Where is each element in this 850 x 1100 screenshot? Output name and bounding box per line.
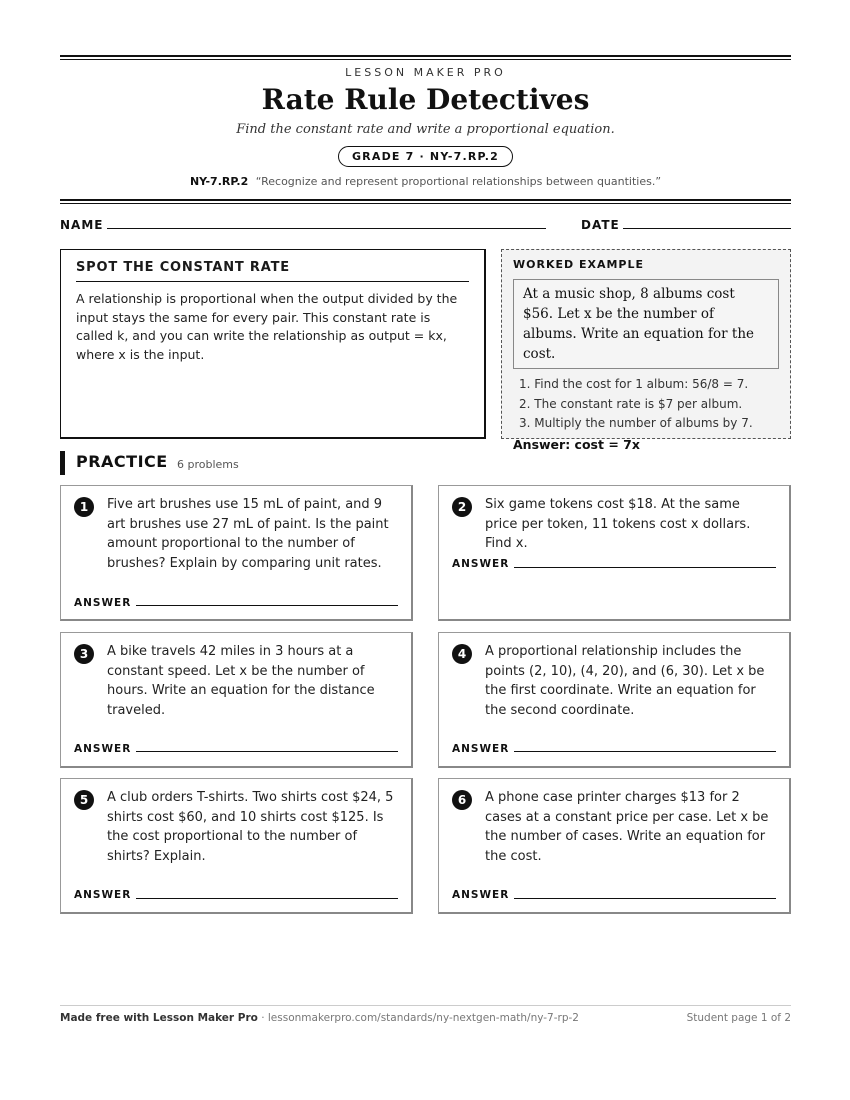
worked-example-heading: WORKED EXAMPLE — [513, 258, 644, 271]
date-field[interactable] — [623, 228, 791, 229]
problem-card-2 — [438, 485, 791, 621]
problem-number-badge: 2 — [452, 497, 472, 517]
problem-card-3 — [60, 632, 413, 768]
worked-example-problem: At a music shop, 8 albums cost $56. Let x be the number of albums. Write an equation for the cost. — [513, 279, 779, 369]
answer-label: ANSWER — [74, 743, 132, 755]
problem-text: A club orders T-shirts. Two shirts cost $24, 5 shirts cost $60, and 10 shirts cost $125. Is the cost proportional to the number of shirts? Explain. — [107, 790, 394, 864]
header-bottom-rule — [60, 199, 791, 204]
problem-card-5 — [60, 778, 413, 914]
answer-label: ANSWER — [452, 743, 510, 755]
footer-url[interactable]: · lessonmakerpro.com/standards/ny-nextgen-math/ny-7-rp-2 — [261, 1012, 579, 1024]
problem-text: A phone case printer charges $13 for 2 cases at a constant price per case. Let x be the number of cases. Write an equation for the cost. — [485, 790, 769, 864]
answer-line[interactable] — [136, 898, 398, 899]
name-label: NAME — [60, 218, 104, 232]
concept-body: A relationship is proportional when the output divided by the input stays the same for every pair. This constant rate is called k, and you can write the relationship as output = kx, where x is the input. — [76, 291, 458, 362]
worked-example-box — [501, 249, 791, 452]
answer-label: ANSWER — [452, 558, 510, 570]
standard-code: NY-7.RP.2 — [189, 175, 249, 188]
answer-line[interactable] — [514, 567, 776, 568]
concept-box — [60, 249, 486, 439]
worksheet-title: Rate Rule Detectives — [261, 83, 590, 116]
standard-text: “Recognize and represent proportional relationships between quantities.” — [255, 175, 662, 188]
brand-name: LESSON MAKER PRO — [345, 66, 506, 79]
problem-text: A bike travels 42 miles in 3 hours at a constant speed. Let x be the number of hours. Write an equation for the distance traveled. — [107, 644, 375, 718]
problem-text: A proportional relationship includes the points (2, 10), (4, 20), and (6, 30). Let x be the first coordinate. Write an equation for the second coordinate. — [485, 644, 765, 718]
problem-number-badge: 4 — [452, 644, 472, 664]
problem-number-badge: 6 — [452, 790, 472, 810]
worked-step: 2. The constant rate is $7 per album. — [519, 396, 743, 411]
problem-text: Five art brushes use 15 mL of paint, and 9 art brushes use 27 mL of paint. Is the paint amount proportional to the number of brushes? Explain by comparing unit rates. — [107, 497, 389, 571]
answer-line[interactable] — [136, 751, 398, 752]
standard-line — [60, 175, 791, 188]
answer-label: ANSWER — [74, 889, 132, 901]
practice-title: PRACTICE — [76, 452, 168, 471]
answer-line[interactable] — [514, 751, 776, 752]
problem-number-badge: 3 — [74, 644, 94, 664]
footer-page-label: Student page 1 of 2 — [686, 1012, 791, 1024]
practice-accent-bar — [60, 451, 65, 475]
problem-card-4 — [438, 632, 791, 768]
grade-badge-row — [60, 145, 791, 167]
problem-card-6 — [438, 778, 791, 914]
problem-number-badge: 1 — [74, 497, 94, 517]
answer-line[interactable] — [514, 898, 776, 899]
worked-example-answer: Answer: cost = 7x — [513, 436, 640, 452]
worked-step: 1. Find the cost for 1 album: 56/8 = 7. — [519, 377, 749, 391]
worksheet-page — [60, 0, 791, 1100]
name-field[interactable] — [107, 228, 546, 229]
date-label: DATE — [581, 218, 620, 232]
problem-text: Six game tokens cost $18. At the same price per token, 11 tokens cost x dollars. Find x. — [485, 497, 751, 551]
concept-heading: SPOT THE CONSTANT RATE — [76, 260, 469, 282]
answer-line[interactable] — [136, 605, 398, 606]
answer-label: ANSWER — [452, 889, 510, 901]
practice-count: 6 problems — [177, 458, 239, 471]
worked-example-steps — [513, 375, 779, 434]
footer-made-with: Made free with Lesson Maker Pro — [60, 1012, 258, 1024]
problem-card-1 — [60, 485, 413, 621]
header-top-rule — [60, 55, 791, 60]
footer-credit — [60, 1012, 579, 1024]
worksheet-subtitle: Find the constant rate and write a proportional equation. — [236, 122, 615, 137]
worked-step: 3. Multiply the number of albums by 7. — [519, 416, 753, 430]
answer-label: ANSWER — [74, 597, 132, 609]
footer-rule — [60, 1005, 791, 1006]
problem-number-badge: 5 — [74, 790, 94, 810]
grade-badge: GRADE 7 · NY-7.RP.2 — [338, 146, 513, 167]
